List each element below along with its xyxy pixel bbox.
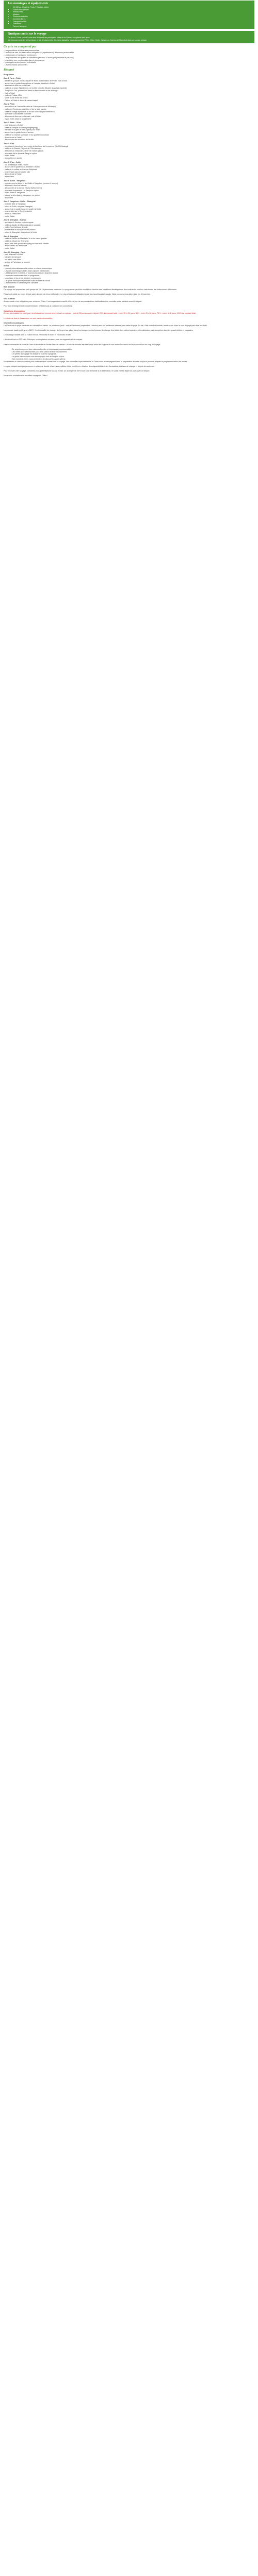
closing-paragraph: Nous restons à votre disposition pour toute question concernant ce voyage. Nos conseillers spécialistes de la Chine vous accompagnent dans la préparation de votre séjour et peuvent adapter le programme selon vos envies. — [4, 360, 188, 363]
itinerary-line: - visite de la Grande Mosquée et du quartier musulman — [4, 133, 49, 136]
advantage-item: ▪ Taxes d'aéroport — [13, 25, 250, 28]
itinerary-line: - départ du groupe. Vol au départ de Paris à destination de Pékin. Nuit à bord. — [4, 80, 68, 82]
itinerary-day-title: Jour 3 Pékin - Xi'an — [4, 122, 21, 124]
itinerary-line: - retour à Guilin, vol pour Shanghai — [4, 205, 33, 208]
itinerary-day — [4, 122, 254, 141]
itinerary-line: - excursion à la Grande Muraille de Chine (section de Mutianyu) — [4, 106, 56, 108]
exclusion-line: - Un guide francophone pendant toute la durée du circuit — [4, 279, 50, 282]
highlight-item: • Le rythme du voyage est adapté à tous les voyageurs. — [11, 353, 57, 355]
advantage-item: ▪ Guide francophone — [13, 9, 250, 11]
itinerary-line: - petit déjeuner à l'hôtel — [4, 253, 23, 256]
itinerary-line: - excursion à l'armée de terre cuite du tombeau de l'empereur Qin Shi Huangdi — [4, 145, 69, 147]
itinerary-day — [4, 143, 254, 160]
itinerary-line: - promenade dans le centre ville — [4, 171, 30, 173]
itinerary-line: - déjeuner à bord du bateau — [4, 184, 27, 187]
advantages-box — [4, 1, 254, 29]
included-line: - Les prestations et dépenses personnelles — [4, 49, 39, 52]
visa-paragraph: Pour tout renseignement complémentaire, n'hésitez pas à contacter nos conseillers. — [4, 305, 73, 308]
advantage-item: ▪ Kit Wifi au départ de Paris (+5 autres villes) — [13, 6, 250, 9]
itinerary-day — [4, 235, 254, 250]
itinerary-line: - visite des Tombeaux des Ming et de la Voie sacrée — [4, 108, 46, 110]
itinerary-line: - excursion à Suzhou en train rapide — [4, 222, 34, 224]
advantage-item: ▪ Transport aérien — [13, 21, 250, 23]
itinerary-day-title: Jour 6 Guilin - Yangshuo — [4, 179, 26, 182]
itinerary-day — [4, 200, 254, 217]
itinerary-line: - matinée libre à Yangshuo — [4, 203, 26, 206]
advantage-item: ▪ Musées — [13, 13, 250, 16]
closing-paragraph: Pour réserver votre voyage, contactez-nous par téléphone ou par e-mail. Un acompte de 30% vous sera demandé à la réservation, le solde étant à régler 30 jours avant le départ. — [4, 370, 150, 372]
itinerary-sections — [4, 77, 254, 263]
included-list — [4, 49, 254, 66]
itinerary-day-lines — [4, 203, 254, 217]
highlight-text: Des moments libres vous permettent de découvrir à votre rythme. — [12, 358, 66, 360]
itinerary-day-lines — [4, 222, 254, 234]
highlights-list — [4, 348, 254, 361]
page — [0, 1, 258, 383]
itinerary-line: - dîner et nuit à l'hôtel — [4, 173, 22, 176]
cancellation-paragraph: Les frais de visa et d'assurance ne sont pas remboursables. — [4, 317, 53, 319]
about-paragraph: Passeport valide au moins 6 mois après la date de retour obligatoire. Le visa chinois est obligatoire pour les ressortissants français. Nous pouvons vous aider dans les démarches. — [4, 293, 151, 295]
itinerary-line: - accueil par le guide local et transfert à l'hôtel — [4, 208, 41, 210]
itinerary-day — [4, 219, 254, 233]
resume-heading: Résumé — [4, 67, 14, 72]
itinerary-line: - promenade en barque sur les canaux — [4, 229, 36, 231]
itinerary-day-title: Jour 1 Paris - Pékin — [4, 77, 21, 80]
itinerary-line: - visite du Palais d'Été — [4, 94, 22, 97]
itinerary-line: - petit déjeuner à l'hôtel — [4, 124, 23, 127]
practical-title: Informations pratiques — [4, 321, 24, 324]
itinerary-line: - repas libres selon le programme — [4, 117, 31, 120]
itinerary-line: - temps libre — [4, 176, 14, 178]
itinerary-line: - Nuit à l'hôtel — [4, 92, 15, 94]
itinerary-line: - déjeuner et dîner au restaurant — [4, 84, 30, 87]
included-line: - Les pourboires aux guides et chauffeurs (environ 10 euros par personne et par jour) — [4, 56, 74, 59]
cancellation-block — [4, 310, 254, 320]
itinerary-line: - visite de la colline en trompe d'éléphant — [4, 168, 38, 171]
itinerary-day-title: Jour 5 Xi'an - Guilin — [4, 161, 21, 163]
itinerary-line: - nuit à l'hôtel — [4, 155, 15, 157]
included-line: - Les visites non mentionnées dans le programme — [4, 59, 45, 61]
itinerary-line: - visite du Temple du Lama (Yonghegong) — [4, 126, 38, 129]
itinerary-line: - visite du Jardin du Mandarin Yu et du vieux quartier — [4, 238, 47, 240]
highlight-item: • Le guide francophone vous accompagne tout au long du séjour. — [11, 355, 64, 358]
practical-paragraph: La monnaie locale est le yuan (CNY). Il est conseillé de changer de l'argent sur place dans les banques ou les bureaux de change des hôtels. Les cartes bancaires internationales sont acceptées dans les grands hôtels et magasins. — [4, 329, 194, 331]
itinerary-line: - visite du village olympique et du Nid d'oiseau (vue extérieure) — [4, 110, 55, 113]
itinerary-line: - déjeuner au restaurant, dîner de raviolis (jiaozi) — [4, 150, 44, 152]
advantages-list — [8, 6, 250, 27]
itinerary-day-title: Jour 2 Pékin — [4, 103, 15, 106]
itinerary-line: - croisière sur la rivière Li de Guilin à Yangshuo (environ 4 heures) — [4, 182, 58, 184]
exclusion-line: - Les vols internationaux aller-retour en classe économique — [4, 267, 53, 269]
itinerary-day-title: Jour 9 Shanghai — [4, 235, 18, 238]
itinerary-line: - promenade sur le Bund en soirée — [4, 210, 33, 213]
itinerary-line: - transfert à la gare et train rapide pour Xi'an — [4, 129, 40, 131]
itinerary-line: - Temple du Ciel, promenade dans le vieux quartier et les hutongs — [4, 89, 58, 92]
highlight-text: Ce circuit comprend des visites culturelles et historiques incontournables. — [12, 348, 72, 350]
itinerary-label: Programme — [4, 73, 14, 76]
itinerary-line: - visite de la Grande Pagode de l'Oie sauvage — [4, 147, 42, 150]
visa-paragraph: Aucun vaccin n'est obligatoire pour entrer en Chine. Il est cependant conseillé d'être à jour de ses vaccinations habituelles et de consulter votre médecin avant le départ. — [4, 300, 142, 302]
itinerary-line: - visite du Musée de Shanghai — [4, 240, 29, 242]
advantage-item: ▪ Plusieurs activités — [13, 15, 250, 18]
practical-paragraph: La Chine est un pays immense aux climats très variés. Le printemps (avril - mai) et l'automne (septembre - octobre) sont les meilleures saisons pour visiter le pays. En été, il fait chaud et humide, tandis qu'en hiver le nord du pays peut être très froid. — [4, 324, 207, 327]
itinerary-day-lines — [4, 164, 254, 178]
practical-paragraph: Il est recommandé de boire de l'eau en bouteille et d'éviter l'eau du robinet. La cuisine chinoise est très variée selon les régions et vous aurez l'occasion de la découvrir tout au long du voyage. — [4, 343, 161, 346]
about-paragraph: Ce voyage est proposé en petit groupe de 2 à 16 personnes maximum. Le programme peut être modifié en fonction des conditions climatiques ou des contraintes locales, mais toutes les visites seront effectuées. — [4, 288, 177, 291]
highlight-item: • Ce circuit comprend des visites culturelles et historiques incontournables. — [11, 348, 72, 350]
included-line: - Les boissons et repas non mentionnés — [4, 54, 37, 57]
itinerary-line: - dîner libre — [4, 196, 13, 199]
itinerary-day-lines — [4, 106, 254, 120]
itinerary-line: - accueil par le guide francophone à l'arrivée, transfert à l'hôtel — [4, 82, 55, 84]
itinerary-line: - retour à Shanghai, dîner et nuit à l'hôtel — [4, 231, 38, 233]
itinerary-line: - transfert à l'aéroport — [4, 256, 22, 259]
itinerary-day — [4, 103, 254, 120]
advantage-item: ▪ Transferts — [13, 23, 250, 25]
itinerary-line: - arrivée à Paris dans la journée — [4, 261, 30, 263]
exclusions-list — [4, 267, 254, 284]
exclusion-line: - Les repas mentionnés dans le programme — [4, 275, 40, 277]
itinerary-line: - vol retour vers Paris — [4, 258, 22, 261]
included-line: - Les suppléments chambre individuelle — [4, 61, 37, 64]
itinerary-day-title: Jour 7 Yangshuo - Guilin - Shanghai — [4, 200, 36, 203]
exclusion-line: - Les transferts en véhicule privé climatisé — [4, 282, 38, 284]
exclusion-line: - L'hébergement en hôtels 4* (normes locales) en chambre double — [4, 272, 58, 275]
itinerary-day-title: Jour 4 Xi'an — [4, 142, 14, 145]
facts-box — [4, 31, 254, 43]
itinerary-day — [4, 161, 254, 178]
itinerary-line: - vol domestique Xi'an - Guilin — [4, 163, 28, 166]
visa-title: Visa et santé — [4, 298, 15, 300]
highlight-text: Le rythme du voyage est adapté à tous les voyageurs. — [12, 353, 57, 355]
cancellation-title: Conditions d'annulation — [4, 310, 25, 312]
included-line: - Les excursions optionnelles — [4, 63, 28, 66]
itinerary-line: - déjeuner et dîner au restaurant, nuit à l'hôtel — [4, 115, 41, 117]
itinerary-line: - accueil par le guide local, transfert à l'hôtel — [4, 166, 40, 168]
itinerary-line: - Retour à l'hôtel et dîner de canard laqué — [4, 99, 38, 101]
itinerary-day-title: Jour 10 Shanghai - Paris — [4, 251, 25, 253]
itinerary-day-lines — [4, 80, 254, 101]
itinerary-line: - balade à vélo dans la campagne en option — [4, 194, 40, 197]
itinerary-day-lines — [4, 253, 254, 263]
itinerary-day-lines — [4, 124, 254, 141]
exclusion-line: - Les visites et les droits d'entrée mentionnés — [4, 277, 41, 279]
itinerary-line: - visite de la place Tian'anmen, de la Cité interdite (Musée du palais impérial) — [4, 87, 67, 90]
itinerary-line: - spectacle d'acrobaties en soirée — [4, 113, 31, 115]
itinerary-line: - visite d'une fabrique de soie — [4, 226, 28, 229]
itinerary-day — [4, 77, 254, 101]
itinerary-line: - temps libre en soirée — [4, 157, 22, 160]
advantages-title: Les avantages et équipements — [8, 2, 48, 5]
cancellation-paragraph: En cas d'annulation de votre part, des frais seront retenus selon le barème suivant : plus de 30 jours avant le départ, 25% du montant total ; entre 30 et 21 jours, 50% ; entre 20 et 8 jours, 75% ; moins de 8 jours, 100% du montant total. — [4, 312, 196, 315]
included-line: - Les frais de visa, les assurances obligatoires (rapatriement), dépenses personnelles — [4, 52, 74, 54]
exclusion-line: - Les vols domestiques et les trains rapides mentionnés — [4, 269, 50, 272]
closing-paragraph: Nous vous souhaitons un excellent voyage en Chine ! — [4, 375, 48, 377]
practical-paragraph: L'électricité est en 220 volts. Prévoyez un adaptateur universel pour vos appareils électroniques. — [4, 338, 83, 341]
itinerary-line: - accueil par le guide local à l'arrivée — [4, 131, 34, 134]
closing-paragraph: Les prix indiqués sont par personne en chambre double et sont susceptibles d'être modifiés en fonction des disponibilités et des fluctuations des taux de change et du prix du carburant. — [4, 365, 155, 367]
highlight-item: • Les hôtels sont sélectionnés pour leur confort et leur emplacement. — [11, 350, 68, 353]
exclusions-title: Inclus — [4, 265, 9, 267]
itinerary-day — [4, 180, 254, 199]
about-title: Bon à savoir — [4, 285, 15, 288]
itinerary-line: - après-midi libre pour le shopping sur la rue de Nankin — [4, 242, 49, 245]
highlight-text: Le guide francophone vous accompagne tout au long du séjour. — [12, 355, 64, 358]
itinerary-line: - nuit à l'hôtel — [4, 247, 15, 250]
itinerary-line: - dîner et nuit à l'hôtel — [4, 136, 22, 139]
advantage-item: ▪ Restaurants — [13, 11, 250, 13]
facts-line: les hébergements les mieux situés et les déplacements les mieux adaptés. Vous découvrirez Pékin, Xi'an, Guilin, Yangshuo, Suzhou et Shanghai dans ce voyage unique. — [8, 39, 147, 42]
facts-title: Quelques mots sur le voyage — [8, 32, 46, 36]
itinerary-line: - découverte des murailles de la ville — [4, 139, 34, 141]
itinerary-line: - dîner au restaurant — [4, 212, 21, 215]
facts-line: Ce circuit 'Chine spécial' vous fera découvrir les principales villes de la Chine à un rythme lent, avec — [8, 37, 90, 39]
itinerary-day-title: Jour 8 Shanghai - Suzhou — [4, 219, 27, 222]
highlight-text: Les hôtels sont sélectionnés pour leur confort et leur emplacement. — [12, 350, 68, 353]
itinerary-line: - Visite d'une ferme de perles — [4, 97, 28, 99]
itinerary-day — [4, 251, 254, 264]
itinerary-line: - spectacle de la dynastie Tang en option — [4, 152, 38, 155]
itinerary-line: - nuit à l'hôtel — [4, 215, 15, 217]
advantage-item: ▪ Journées libres — [13, 18, 250, 21]
included-heading: Ce prix ne comprend pas — [4, 44, 37, 48]
itinerary-day-lines — [4, 238, 254, 250]
itinerary-line: - visite du Jardin de l'Administrateur modeste — [4, 224, 41, 226]
highlight-item: • Des moments libres vous permettent de découvrir à votre rythme. — [11, 358, 66, 360]
itinerary-line: - dîner d'adieu au restaurant — [4, 245, 27, 247]
itinerary-line: - nuit à l'hôtel à Yangshuo — [4, 192, 25, 194]
practical-paragraph: Le décalage horaire avec la France est de +7 heures en hiver et +6 heures en été. — [4, 334, 72, 336]
itinerary-line: - découverte de la rue de l'Ouest (West Street) — [4, 187, 42, 189]
itinerary-line: - spectacle Impression Liu Sanjie en option — [4, 189, 39, 192]
